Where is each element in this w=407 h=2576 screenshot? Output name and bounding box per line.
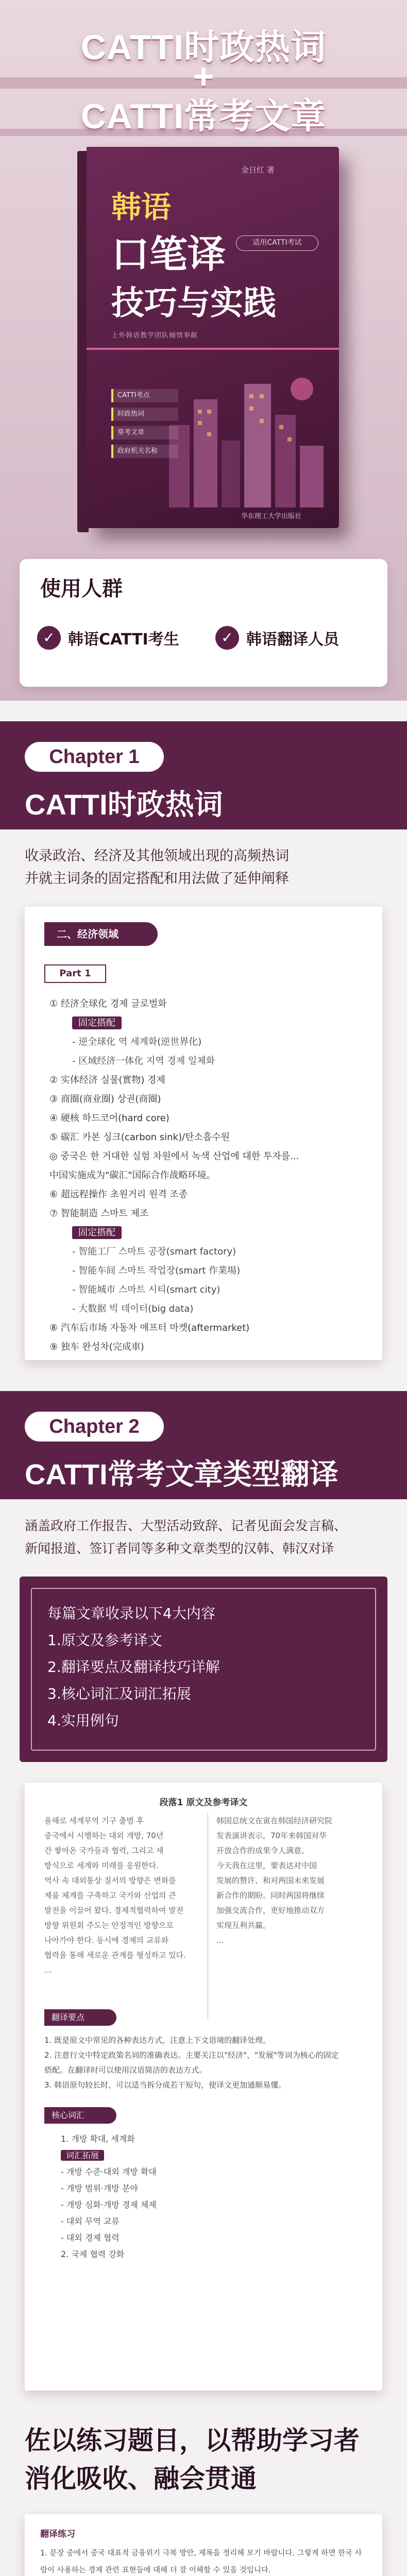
vocab-text: - 개방 범위·개방 분야 bbox=[61, 2183, 138, 2193]
book-badge: 适用CATTI考试 bbox=[236, 235, 318, 251]
book-tag-list bbox=[111, 389, 183, 463]
section-label: 二、经济领域 bbox=[44, 922, 158, 946]
source-text-line: 방향 위원회 주도는 안정적인 방향으로 bbox=[44, 1921, 174, 1930]
book-title-line2: 口笔译 bbox=[111, 233, 226, 276]
check-icon: ✓ bbox=[37, 626, 61, 650]
exercise-page bbox=[25, 2514, 382, 2576]
term-text: - 大数据 빅 데이터(big data) bbox=[72, 1303, 194, 1314]
book-title-line3: 技巧与实践 bbox=[111, 284, 276, 321]
content-list bbox=[31, 1588, 376, 1751]
check-icon: ✓ bbox=[215, 626, 239, 650]
book-tag: 时政热词 bbox=[111, 408, 178, 421]
content-list-card bbox=[20, 1577, 387, 1762]
source-text-column bbox=[44, 1814, 204, 1978]
translation-line: 韩国总统文在寅在韩国经济研究院 bbox=[216, 1816, 333, 1825]
chapter2-desc-line1: 涵盖政府工作报告、大型活动致辞、记者见面会发言稿、 bbox=[25, 1518, 347, 1533]
term-row bbox=[49, 1185, 379, 1204]
vocab-row bbox=[61, 2213, 370, 2230]
term-row bbox=[49, 1071, 379, 1090]
note-line: 3. 韩语原句较长时，可以适当拆分成若干短句，使译文更加通顺易懂。 bbox=[44, 2080, 286, 2090]
translation-line: 今天我在这里，要表达对中国 bbox=[216, 1861, 317, 1870]
term-row bbox=[49, 1128, 379, 1147]
vocab-text: - 개방 심화·개방 경제 체제 bbox=[61, 2200, 157, 2210]
term-row bbox=[49, 1109, 379, 1128]
term-text: ③ 商圈(商业圈) 상권(商圈) bbox=[49, 1094, 161, 1105]
term-row bbox=[49, 1090, 379, 1109]
term-row bbox=[49, 1166, 379, 1185]
translation-line: 新合作的期盼。同时两国将继续 bbox=[216, 1891, 325, 1900]
book-subtitle: 上外韩语教学团队倾情奉献 bbox=[111, 332, 198, 340]
term-text: ⑥ 超远程操作 초원거리 원격 조종 bbox=[49, 1189, 188, 1200]
chapter2-description bbox=[25, 1515, 385, 1560]
exercise-list bbox=[40, 2545, 370, 2576]
source-text-line: 중국에서 시행하는 대외 개방, 70년 bbox=[44, 1831, 164, 1840]
term-row bbox=[49, 994, 379, 1013]
book-stripe bbox=[87, 348, 339, 350]
term-row bbox=[49, 1242, 379, 1261]
note-line: 搭配。在翻译时可以使用汉语简洁的表达方式。 bbox=[44, 2065, 207, 2075]
source-text-line: 나아가야 한다. 동시에 경제의 교류와 bbox=[44, 1936, 169, 1945]
part-label: Part 1 bbox=[44, 964, 106, 983]
content-list-item: 2.翻译要点及翻译技巧详解 bbox=[47, 1658, 220, 1675]
chapter2-pill: Chapter 2 bbox=[25, 1412, 164, 1442]
translation-line: ... bbox=[216, 1936, 224, 1945]
term-row bbox=[49, 1013, 379, 1032]
slogan-line1: 佐以练习题目，以帮助学习者 bbox=[25, 2426, 360, 2455]
vocab-text: 2. 국제 협력 강화 bbox=[61, 2249, 125, 2259]
vocab-label: 核心词汇 bbox=[44, 2107, 116, 2124]
vocab-row bbox=[61, 2164, 370, 2180]
translation-column bbox=[216, 1814, 376, 1948]
audience-label: 韩语CATTI考生 bbox=[68, 631, 179, 649]
chapter1-desc-line1: 收录政治、经济及其他领域出现的高频热词 bbox=[25, 848, 289, 864]
exercise-label: 翻译练习 bbox=[40, 2529, 75, 2539]
book-cover bbox=[77, 147, 345, 538]
city-skyline-illustration bbox=[164, 363, 329, 507]
hero-section bbox=[0, 0, 407, 701]
source-text-line: 올해로 세계무역 기구 출범 후 bbox=[44, 1816, 144, 1825]
slogan-line2: 消化吸收、融会贯通 bbox=[25, 2464, 257, 2493]
note-line: 2. 注意行文中特定政策名词的准确表达。主要关注以"经济"、"发展"等词为核心的固定 bbox=[44, 2050, 339, 2060]
term-row bbox=[49, 1299, 379, 1318]
term-list bbox=[49, 994, 379, 1357]
book-author: 金日红 著 bbox=[241, 165, 275, 175]
term-row bbox=[49, 1223, 379, 1242]
term-text: - 智能工厂 스마트 공장(smart factory) bbox=[72, 1246, 236, 1257]
vocab-row bbox=[61, 2246, 370, 2263]
chapter1-sample-page bbox=[25, 907, 382, 1360]
book-publisher: 华东理工大学出版社 bbox=[241, 513, 302, 520]
term-row bbox=[49, 1204, 379, 1223]
source-text-line: 간 쌓아온 국가들과 협력, 그리고 새 bbox=[44, 1846, 164, 1855]
collocation-badge: 固定搭配 bbox=[72, 1226, 122, 1239]
term-row bbox=[49, 1052, 379, 1071]
vocab-row bbox=[61, 2230, 370, 2246]
audience-title: 使用人群 bbox=[40, 578, 123, 600]
audience-card bbox=[20, 559, 387, 687]
term-text: ① 经济全球化 경제 글로벌화 bbox=[49, 998, 167, 1009]
content-list-item: 1.原文及参考译文 bbox=[47, 1632, 162, 1649]
book-title-line1: 韩语 bbox=[111, 191, 172, 224]
term-text: ⑤ 碳汇 카본 싱크(carbon sink)/탄소흡수원 bbox=[49, 1132, 230, 1143]
term-text: ⑨ 独车 완성차(完成車) bbox=[49, 1342, 144, 1352]
sample-title: 段落1 原文及参考译文 bbox=[159, 1798, 248, 1808]
chapter1-description bbox=[25, 845, 385, 890]
book-tag: CATTI考点 bbox=[111, 389, 178, 402]
book-tag: 政府机关名称 bbox=[111, 445, 178, 458]
book-front bbox=[87, 147, 339, 528]
source-text-line: 역사 속 대외통상 질서의 방향은 변화를 bbox=[44, 1876, 176, 1885]
hero-title-line1: CATTI时政热词 bbox=[80, 28, 327, 67]
vocab-text: - 대외 무역 교류 bbox=[61, 2216, 120, 2226]
book-tag: 常考文章 bbox=[111, 426, 178, 439]
term-text: - 智能车间 스마트 작업장(smart 作業場) bbox=[72, 1265, 241, 1276]
audience-label: 韩语翻译人员 bbox=[246, 631, 339, 649]
term-text: - 逆全球化 역 세계화(逆世界化) bbox=[72, 1037, 202, 1047]
slogan bbox=[25, 2421, 360, 2498]
vocab-text: 1. 개방 확대, 세계화 bbox=[61, 2134, 135, 2144]
translation-line: 发表演讲表示，70年来韩国对华 bbox=[216, 1831, 327, 1840]
source-text-line: ... bbox=[44, 1965, 52, 1975]
audience-item bbox=[215, 616, 339, 660]
content-list-item: 3.核心词汇及词汇拓展 bbox=[47, 1685, 191, 1702]
term-row bbox=[49, 1147, 379, 1166]
term-row bbox=[49, 1280, 379, 1299]
translation-notes bbox=[44, 2033, 369, 2093]
hero-title-line2: CATTI常考文章 bbox=[80, 97, 327, 136]
chapter2-title: CATTI常考文章类型翻译 bbox=[25, 1458, 338, 1490]
chapter1-header bbox=[0, 721, 407, 829]
content-list-heading: 每篇文章收录以下4大内容 bbox=[47, 1605, 215, 1622]
vocab-row bbox=[61, 2147, 370, 2164]
vocab-expand-badge: 词汇拓展 bbox=[61, 2150, 104, 2161]
source-text-line: 제품 체계를 구축하고 국가와 산업의 큰 bbox=[44, 1891, 176, 1900]
hero-plus: + bbox=[193, 56, 214, 96]
term-text: ⑦ 智能制造 스마트 제조 bbox=[49, 1208, 149, 1219]
chapter2-sample-page bbox=[25, 1783, 382, 2391]
chapter1-desc-line2: 并就主词条的固定搭配和用法做了延伸阐释 bbox=[25, 871, 289, 887]
exercise-line: 1. 문장 중에서 중국 대표적 금융위기 극복 방안, 제목을 정리해 보기 바랍니다. 그렇게 하면 한국 사 bbox=[40, 2549, 362, 2557]
translation-line: 开放合作的成果令人满意。 bbox=[216, 1846, 310, 1855]
exercise-line: 람이 사용하는 경제 관련 표현들에 대해 더 잘 이해할 수 있을 것입니다. bbox=[40, 2566, 271, 2574]
term-row bbox=[49, 1337, 379, 1357]
notes-label: 翻译要点 bbox=[44, 2009, 116, 2026]
translation-line: 加强交流合作，更好地推动双方 bbox=[216, 1906, 325, 1915]
chapter1-pill: Chapter 1 bbox=[25, 742, 164, 772]
translation-line: 发展的赞许、和对两国未来发展 bbox=[216, 1876, 325, 1885]
term-row bbox=[49, 1032, 379, 1052]
collocation-badge: 固定搭配 bbox=[72, 1016, 122, 1029]
vocab-row bbox=[61, 2197, 370, 2213]
term-row bbox=[49, 1318, 379, 1337]
term-text: - 区域经济一体化 지역 경제 일체화 bbox=[72, 1056, 215, 1066]
note-line: 1. 既是原文中常见的各种表达方式，注意上下文语境的翻译处理。 bbox=[44, 2036, 271, 2045]
content-list-item: 4.实用例句 bbox=[47, 1712, 119, 1729]
vocab-list bbox=[61, 2131, 370, 2263]
chapter2-desc-line2: 新闻报道、签订者同等多种文章类型的汉韩、韩汉对译 bbox=[25, 1541, 334, 1556]
vocab-text: - 대외 경제 협력 bbox=[61, 2233, 120, 2243]
translation-line: 实现互利共赢。 bbox=[216, 1921, 271, 1930]
source-text-line: 협력을 통해 새로운 관계를 형성하고 있다. bbox=[44, 1951, 186, 1960]
term-text: ④ 硬核 하드코어(hard core) bbox=[49, 1113, 169, 1124]
term-text: ⑧ 汽车后市场 자동차 애프터 마켓(aftermarket) bbox=[49, 1323, 250, 1333]
term-text: ② 实体经济 실물(實物) 경제 bbox=[49, 1075, 165, 1086]
audience-item bbox=[37, 616, 179, 660]
chapter1-title: CATTI时政热词 bbox=[25, 788, 223, 821]
source-text-line: 방식으로 세계와 미래를 응원한다. bbox=[44, 1861, 159, 1870]
term-text: ◎ 중국은 한 거대한 실험 차원에서 녹색 산업에 대한 투자를... bbox=[49, 1151, 299, 1162]
term-row bbox=[49, 1261, 379, 1280]
vocab-row bbox=[61, 2180, 370, 2197]
vocab-text: - 개방 수준·대외 개방 확대 bbox=[61, 2167, 157, 2177]
term-text: 中国实施成为"碳汇"国际合作战略环境。 bbox=[49, 1170, 216, 1181]
source-text-line: 발전을 이끌어 왔다. 경제적협력하여 발전 bbox=[44, 1906, 184, 1915]
term-text: - 智能城市 스마트 시티(smart city) bbox=[72, 1284, 221, 1295]
chapter2-header bbox=[0, 1391, 407, 1499]
vocab-row bbox=[61, 2131, 370, 2147]
